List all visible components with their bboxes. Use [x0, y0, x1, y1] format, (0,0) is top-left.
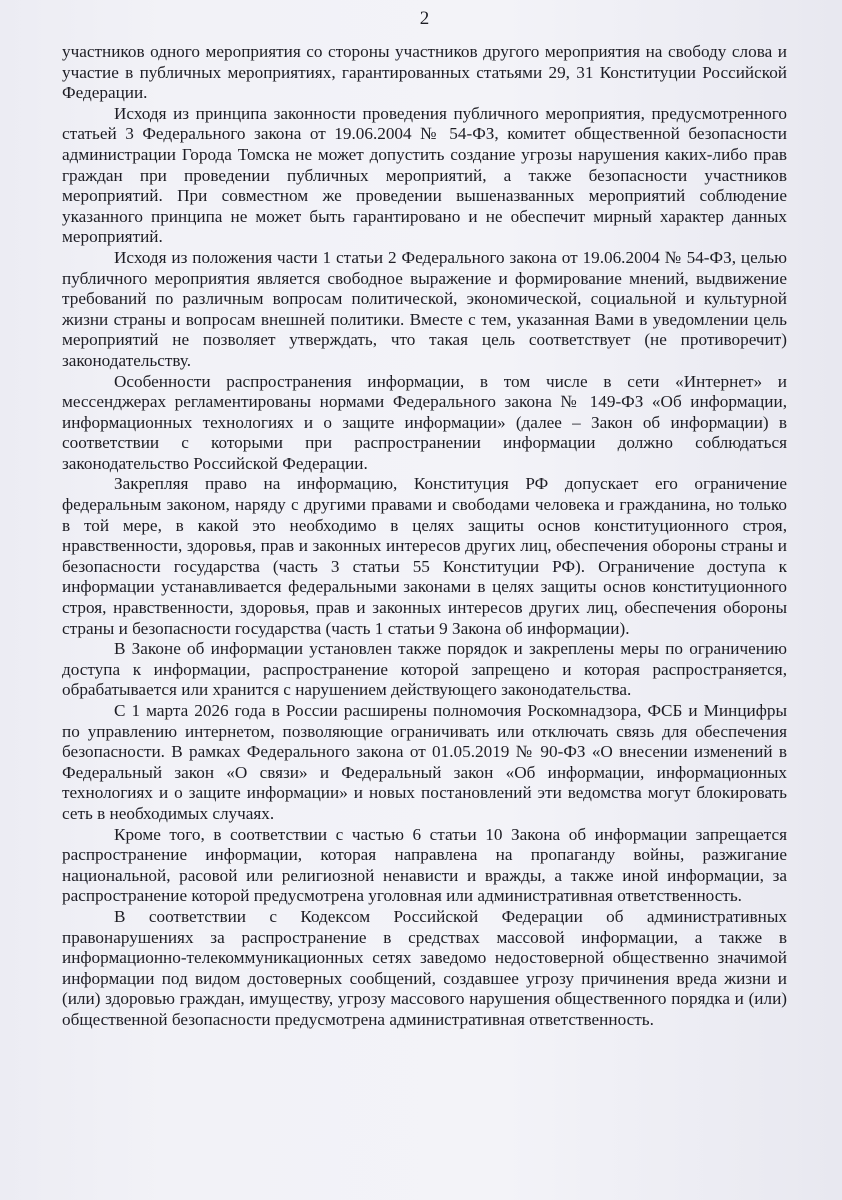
paragraph-right-to-information: Закрепляя право на информацию, Конституция РФ допускает его ограничение федеральным законом, наряду с другими правами и свободами человека и гражданина, но только в той мере, в какой это необходимо в целях защиты основ конституционного строя, нравственности, здоровья, прав и законных интересов других лиц, обеспечения обороны страны и безопасности государства (часть 3 статьи 55 Конституции РФ). Ограничение доступа к информации устанавливается федеральными законами в целях защиты основ конституционного строя, нравственности, здоровья, прав и законных интересов других лиц, обеспечения обороны страны и безопасности государства (часть 1 статьи 9 Закона об информации).	[62, 474, 787, 638]
paragraph-prohibited-information: Кроме того, в соответствии с частью 6 статьи 10 Закона об информации запрещается распространение информации, которая направлена на пропаганду войны, разжигание национальной, расовой или религиозной ненависти и вражды, а также иной информации, за распространение которой предусмотрена уголовная или административная ответственность.	[62, 824, 787, 906]
paragraph-legality-principle: Исходя из принципа законности проведения публичного мероприятия, предусмотренного статьей 3 Федерального закона от 19.06.2004 № 54-ФЗ, комитет общественной безопасности администрации Города Томска не может допустить создание угрозы нарушения каких-либо прав граждан при проведении публичных мероприятий, а также безопасности участников мероприятий. При совместном же проведении вышеназванных мероприятий соблюдение указанного принципа не может быть гарантировано и не обеспечит мирный характер данных мероприятий.	[62, 103, 787, 247]
paragraph-administrative-liability: В соответствии с Кодексом Российской Федерации об административных правонарушениях за распространение в средствах массовой информации, а также в информационно-телекоммуникационных сетях заведомо недостоверной общественно значимой информации под видом достоверных сообщений, создавшее угрозу причинения вреда жизни и (или) здоровью граждан, имуществу, угрозу массового нарушения общественного порядка и (или) общественной безопасности предусмотрена административная ответственность.	[62, 906, 787, 1029]
document-body	[62, 42, 787, 1031]
paragraph-internet-control: С 1 марта 2026 года в России расширены полномочия Роскомнадзора, ФСБ и Минцифры по управлению интернетом, позволяющие ограничивать или отключать связь для обеспечения безопасности. В рамках Федерального закона от 01.05.2019 № 90-ФЗ «О внесении изменений в Федеральный закон «О связи» и Федеральный закон «Об информации, информационных технологиях и о защите информации» и новых постановлений эти ведомства могут блокировать сеть в необходимых случаях.	[62, 701, 787, 823]
page-number: 2	[419, 8, 430, 29]
paragraph-continuation: участников одного мероприятия со стороны участников другого мероприятия на свободу слова и участие в публичных мероприятиях, гарантированных статьями 29, 31 Конституции Российской Федерации.	[62, 42, 787, 103]
paragraph-information-distribution: Особенности распространения информации, в том числе в сети «Интернет» и мессенджерах регламентированы нормами Федерального закона № 149-ФЗ «Об информации, информационных технологиях и о защите информации» (далее – Закон об информации) в соответствии с которыми при распространении информации должно соблюдаться законодательство Российской Федерации.	[62, 371, 787, 473]
paragraph-access-restriction: В Законе об информации установлен также порядок и закреплены меры по ограничению доступа к информации, распространение которой запрещено и которая распространяется, обрабатывается или хранится с нарушением действующего законодательства.	[62, 639, 787, 700]
paragraph-event-purpose: Исходя из положения части 1 статьи 2 Федерального закона от 19.06.2004 № 54-ФЗ, целью публичного мероприятия является свободное выражение и формирование мнений, выдвижение требований по различным вопросам политической, экономической, социальной и культурной жизни страны и вопросам внешней политики. Вместе с тем, указанная Вами в уведомлении цель мероприятий не позволяет утверждать, что такая цель соответствует (не противоречит) законодательству.	[62, 247, 787, 370]
